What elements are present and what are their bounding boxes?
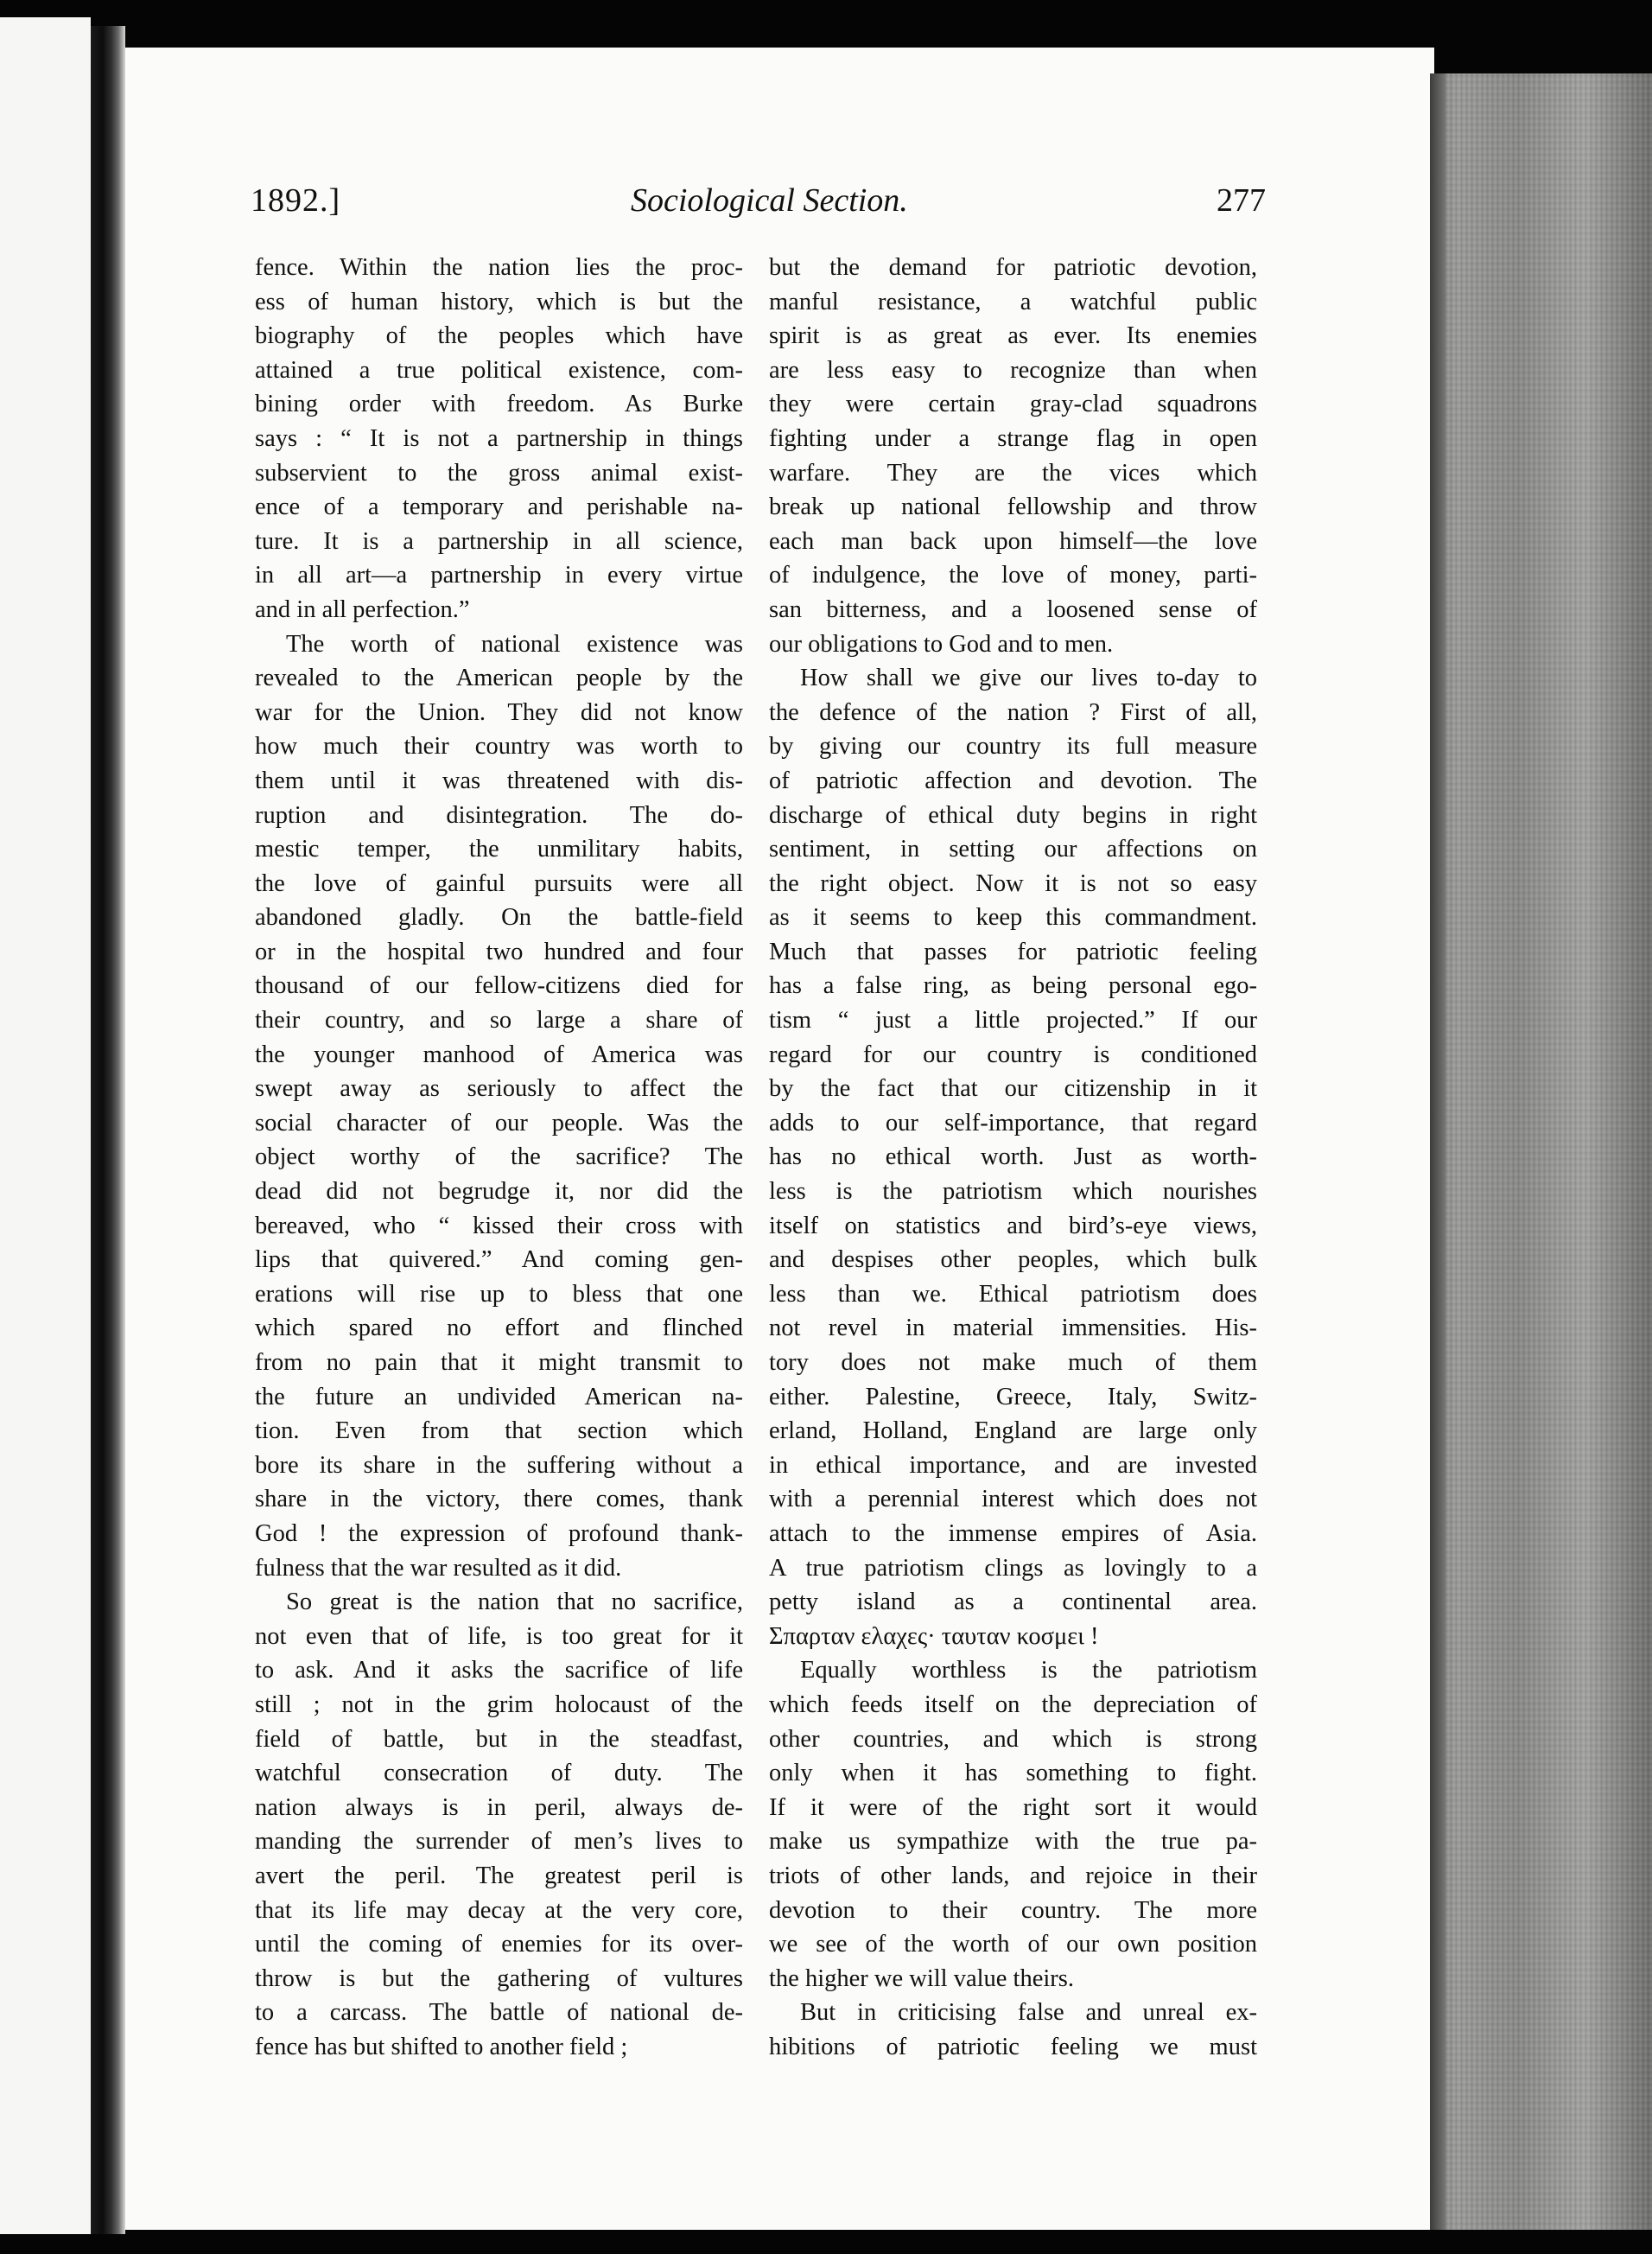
text-line: and despises other peoples, which bulk — [769, 1246, 1257, 1274]
text-line: Σπαρταν ελαχες· ταυταν κοσμει ! — [769, 1622, 1099, 1650]
text-line: less than we. Ethical patriotism does — [769, 1280, 1257, 1308]
text-line: the defence of the nation ? First of all, — [769, 698, 1257, 726]
text-line: bining order with freedom. As Burke — [255, 391, 743, 418]
text-line: swept away as seriously to affect the — [255, 1075, 743, 1103]
text-line: other countries, and which is strong — [769, 1725, 1257, 1753]
text-line: ruption and disintegration. The do- — [255, 801, 743, 829]
text-line: hibitions of patriotic feeling we must — [769, 2033, 1257, 2060]
text-line: has no ethical worth. Just as worth- — [769, 1143, 1257, 1171]
text-line: abandoned gladly. On the battle-field — [255, 904, 743, 932]
text-line: thousand of our fellow-citizens died for — [255, 972, 743, 1000]
text-line: the higher we will value theirs. — [769, 1964, 1074, 1992]
running-header — [251, 181, 1266, 242]
text-line: either. Palestine, Greece, Italy, Switz- — [769, 1383, 1257, 1410]
text-line: and in all perfection.” — [255, 595, 470, 623]
text-line: each man back upon himself—the love — [769, 527, 1257, 555]
text-line: fighting under a strange flag in open — [769, 424, 1257, 452]
text-line: mestic temper, the unmilitary habits, — [255, 836, 743, 863]
text-line: make us sympathize with the true pa- — [769, 1828, 1257, 1856]
text-line: biography of the peoples which have — [255, 322, 743, 350]
text-line: which spared no effort and flinched — [255, 1315, 743, 1342]
text-line: discharge of ethical duty begins in right — [769, 801, 1257, 829]
text-line: erations will rise up to bless that one — [255, 1280, 743, 1308]
text-line: they were certain gray-clad squadrons — [769, 391, 1257, 418]
text-line: warfare. They are the vices which — [769, 459, 1257, 487]
text-line: Equally worthless is the patriotism — [800, 1657, 1257, 1684]
text-line: spirit is as great as ever. Its enemies — [769, 322, 1257, 350]
text-line: Much that passes for patriotic feeling — [769, 938, 1257, 965]
text-line: avert the peril. The greatest peril is — [255, 1862, 743, 1889]
text-line: by the fact that our citizenship in it — [769, 1075, 1257, 1103]
text-line: of indulgence, the love of money, parti- — [769, 562, 1257, 589]
text-line: we see of the worth of our own position — [769, 1931, 1257, 1958]
text-line: social character of our people. Was the — [255, 1109, 743, 1137]
text-line: still ; not in the grim holocaust of the — [255, 1690, 743, 1718]
text-line: triots of other lands, and rejoice in their — [769, 1862, 1257, 1889]
text-line: lips that quivered.” And coming gen- — [255, 1246, 743, 1274]
text-line: field of battle, but in the steadfast, — [255, 1725, 743, 1753]
page-stack-edges — [1430, 73, 1652, 2230]
text-line: God ! the expression of profound thank- — [255, 1519, 743, 1547]
text-line: watchful consecration of duty. The — [255, 1760, 743, 1787]
text-line: fence has but shifted to another field ; — [255, 2033, 628, 2060]
left-text-column — [255, 251, 743, 2064]
text-line: or in the hospital two hundred and four — [255, 938, 743, 965]
text-line: which feeds itself on the depreciation of — [769, 1690, 1257, 1718]
text-line: ence of a temporary and perishable na- — [255, 493, 743, 521]
text-line: petty island as a continental area. — [769, 1589, 1257, 1616]
text-line: dead did not begrudge it, nor did the — [255, 1178, 743, 1206]
text-line: only when it has something to fight. — [769, 1760, 1257, 1787]
text-line: are less easy to recognize than when — [769, 356, 1257, 384]
text-line: to ask. And it asks the sacrifice of life — [255, 1657, 743, 1684]
text-line: break up national fellowship and throw — [769, 493, 1257, 521]
text-line: nation always is in peril, always de- — [255, 1793, 743, 1821]
text-line: attained a true political existence, com- — [255, 356, 743, 384]
text-line: war for the Union. They did not know — [255, 698, 743, 726]
text-line: attach to the immense empires of Asia. — [769, 1519, 1257, 1547]
text-line: as it seems to keep this commandment. — [769, 904, 1257, 932]
text-line: bore its share in the suffering without a — [255, 1451, 743, 1479]
text-line: but the demand for patriotic devotion, — [769, 254, 1257, 281]
text-line: regard for our country is conditioned — [769, 1041, 1257, 1068]
book-gutter — [91, 26, 125, 2234]
text-line: fulness that the war resulted as it did. — [255, 1554, 622, 1582]
right-text-column — [769, 251, 1257, 2064]
text-line: in ethical importance, and are invested — [769, 1451, 1257, 1479]
previous-page-edge — [0, 17, 91, 2234]
text-line: tism “ just a little projected.” If our — [769, 1007, 1257, 1035]
text-line: until the coming of enemies for its over- — [255, 1931, 743, 1958]
text-line: the younger manhood of America was — [255, 1041, 743, 1068]
text-line: the future an undivided American na- — [255, 1383, 743, 1410]
text-line: A true patriotism clings as lovingly to a — [769, 1554, 1257, 1582]
text-line: erland, Holland, England are large only — [769, 1417, 1257, 1445]
text-line: of patriotic affection and devotion. The — [769, 767, 1257, 794]
text-line: them until it was threatened with dis- — [255, 767, 743, 794]
text-line: our obligations to God and to men. — [769, 630, 1114, 658]
text-line: has a false ring, as being personal ego- — [769, 972, 1257, 1000]
text-line: sentiment, in setting our affections on — [769, 836, 1257, 863]
text-line: the love of gainful pursuits were all — [255, 869, 743, 897]
text-line: in all art—a partnership in every virtue — [255, 562, 743, 589]
text-line: So great is the nation that no sacrifice, — [286, 1589, 743, 1616]
page-number: 277 — [1217, 182, 1266, 219]
text-line: san bitterness, and a loosened sense of — [769, 595, 1257, 623]
text-line: to a carcass. The battle of national de- — [255, 1999, 743, 2027]
text-line: object worthy of the sacrifice? The — [255, 1143, 743, 1171]
text-line: tory does not make much of them — [769, 1349, 1257, 1376]
text-line: says : “ It is not a partnership in things — [255, 424, 743, 452]
text-line: manding the surrender of men’s lives to — [255, 1828, 743, 1856]
text-line: ess of human history, which is but the — [255, 288, 743, 315]
text-line: with a perennial interest which does not — [769, 1486, 1257, 1513]
text-line: their country, and so large a share of — [255, 1007, 743, 1035]
text-line: revealed to the American people by the — [255, 665, 743, 692]
header-year: 1892.] — [251, 182, 341, 219]
text-line: throw is but the gathering of vultures — [255, 1964, 743, 1992]
header-section-title: Sociological Section. — [631, 182, 908, 219]
text-line: by giving our country its full measure — [769, 733, 1257, 761]
text-line: subservient to the gross animal exist- — [255, 459, 743, 487]
text-line: ture. It is a partnership in all science, — [255, 527, 743, 555]
text-line: fence. Within the nation lies the proc- — [255, 254, 743, 281]
text-line: tion. Even from that section which — [255, 1417, 743, 1445]
text-line: itself on statistics and bird’s-eye views, — [769, 1212, 1257, 1239]
text-line: The worth of national existence was — [286, 630, 743, 658]
text-line: less is the patriotism which nourishes — [769, 1178, 1257, 1206]
text-line: devotion to their country. The more — [769, 1896, 1257, 1924]
text-line: How shall we give our lives to-day to — [800, 665, 1257, 692]
text-line: not revel in material immensities. His- — [769, 1315, 1257, 1342]
text-line: adds to our self-importance, that regard — [769, 1109, 1257, 1137]
text-line: manful resistance, a watchful public — [769, 288, 1257, 315]
text-line: bereaved, who “ kissed their cross with — [255, 1212, 743, 1239]
text-line: how much their country was worth to — [255, 733, 743, 761]
text-line: the right object. Now it is not so easy — [769, 869, 1257, 897]
text-line: But in criticising false and unreal ex- — [800, 1999, 1257, 2027]
text-line: from no pain that it might transmit to — [255, 1349, 743, 1376]
text-line: that its life may decay at the very core, — [255, 1896, 743, 1924]
text-line: If it were of the right sort it would — [769, 1793, 1257, 1821]
text-line: not even that of life, is too great for it — [255, 1622, 743, 1650]
text-line: share in the victory, there comes, thank — [255, 1486, 743, 1513]
